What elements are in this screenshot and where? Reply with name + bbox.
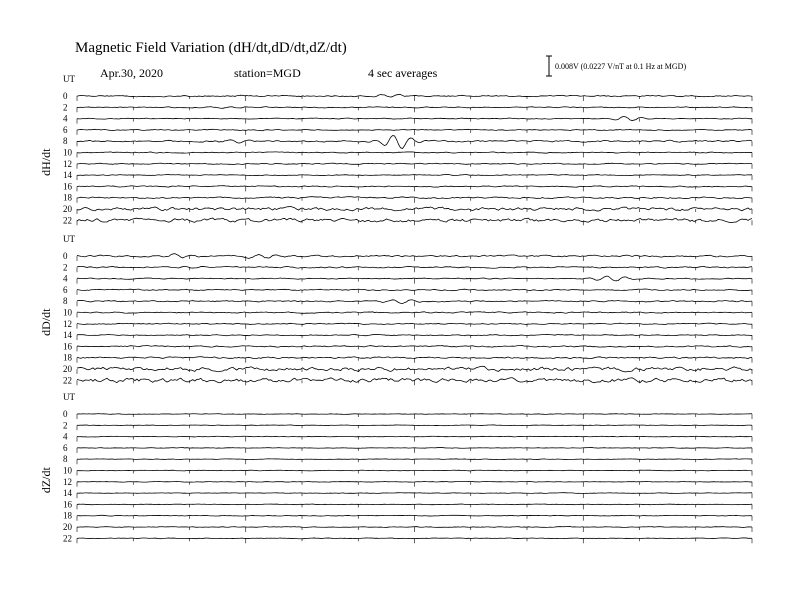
trace-row — [63, 136, 752, 149]
trace-row — [63, 274, 752, 284]
hour-label: 0 — [63, 409, 68, 419]
hour-label: 22 — [63, 375, 72, 386]
hour-label: 18 — [63, 192, 72, 203]
trace-line — [77, 504, 752, 505]
scale-bar — [546, 56, 686, 76]
trace-row — [63, 114, 752, 124]
trace-row — [63, 432, 752, 442]
trace-row — [63, 319, 752, 329]
trace-row — [63, 330, 752, 340]
hour-label: 2 — [63, 102, 68, 113]
date-label: Apr.30, 2020 — [100, 66, 163, 80]
panel-dz-dt — [39, 392, 752, 543]
trace-line — [77, 538, 752, 539]
hour-label: 14 — [63, 330, 72, 341]
hour-label: 10 — [63, 307, 72, 318]
hour-label: 10 — [63, 465, 72, 476]
hour-label: 18 — [63, 510, 72, 521]
hour-label: 6 — [63, 124, 68, 135]
hour-label: 22 — [63, 215, 72, 226]
hour-label: 12 — [63, 158, 72, 169]
trace-row — [63, 125, 752, 135]
trace-row — [63, 193, 752, 203]
panel-dh-dt — [39, 74, 752, 225]
hour-label: 0 — [63, 91, 68, 101]
trace-line — [77, 425, 752, 426]
trace-row — [63, 181, 752, 191]
trace-row — [63, 148, 752, 158]
trace-line — [77, 334, 752, 335]
hour-label: 12 — [63, 476, 72, 487]
hour-label: 4 — [63, 273, 68, 284]
trace-line — [77, 357, 752, 359]
averaging-label: 4 sec averages — [368, 66, 438, 80]
hour-label: 12 — [63, 318, 72, 329]
ut-label: UT — [63, 234, 75, 244]
trace-line — [77, 436, 752, 437]
trace-line — [77, 107, 752, 109]
trace-line — [77, 289, 752, 291]
hour-label: 20 — [63, 364, 72, 374]
trace-line — [77, 481, 752, 482]
hour-label: 14 — [63, 488, 72, 499]
hour-label: 2 — [63, 420, 68, 431]
trace-row — [63, 488, 752, 498]
trace-line — [77, 414, 752, 415]
figure-title: Magnetic Field Variation (dH/dt,dD/dt,dZ/dt) — [75, 40, 347, 56]
trace-line — [77, 470, 752, 471]
scale-bar-label: 0.008V (0.0227 V/nT at 0.1 Hz at MGD) — [555, 62, 687, 71]
trace-row — [63, 159, 752, 169]
trace-row — [63, 353, 752, 363]
hour-label: 16 — [63, 181, 72, 192]
hour-label: 6 — [63, 284, 68, 295]
hour-label: 14 — [63, 170, 72, 181]
hour-label: 22 — [63, 533, 72, 544]
trace-row — [63, 285, 752, 295]
trace-row — [63, 204, 752, 214]
hour-label: 18 — [63, 352, 72, 363]
trace-row — [63, 499, 752, 509]
component-label: dD/dt — [39, 308, 53, 336]
trace-row — [63, 420, 752, 430]
trace-row — [63, 364, 752, 374]
trace-row — [63, 251, 752, 261]
trace-line — [77, 186, 752, 187]
trace-row — [63, 443, 752, 453]
hour-label: 10 — [63, 147, 72, 158]
trace-row — [63, 511, 752, 521]
station-label: station=MGD — [234, 66, 301, 80]
trace-line — [77, 459, 752, 460]
trace-row — [63, 170, 752, 180]
trace-row — [63, 262, 752, 272]
hour-label: 4 — [63, 113, 68, 124]
trace-row — [63, 102, 752, 112]
trace-row — [63, 296, 752, 306]
hour-label: 8 — [63, 454, 68, 465]
trace-row — [63, 91, 752, 101]
hour-label: 8 — [63, 296, 68, 307]
hour-label: 16 — [63, 341, 72, 352]
component-label: dH/dt — [39, 148, 53, 176]
trace-row — [63, 375, 752, 385]
hour-label: 20 — [63, 204, 72, 214]
hour-label: 4 — [63, 431, 68, 442]
hour-label: 2 — [63, 262, 68, 273]
trace-row — [63, 477, 752, 487]
ut-label: UT — [63, 74, 75, 84]
hour-label: 16 — [63, 499, 72, 510]
trace-row — [63, 454, 752, 464]
hour-label: 0 — [63, 251, 68, 261]
trace-row — [63, 522, 752, 532]
trace-row — [63, 308, 752, 318]
trace-line — [77, 323, 752, 324]
trace-row — [63, 466, 752, 476]
trace-row — [63, 341, 752, 351]
hour-label: 8 — [63, 136, 68, 147]
trace-row — [63, 533, 752, 543]
trace-line — [77, 448, 752, 449]
panel-dd-dt — [39, 234, 752, 385]
hour-label: 20 — [63, 522, 72, 532]
panels — [39, 74, 752, 543]
component-label: dZ/dt — [39, 467, 53, 494]
trace-row — [63, 215, 752, 225]
trace-row — [63, 409, 752, 419]
hour-label: 6 — [63, 442, 68, 453]
ut-label: UT — [63, 392, 75, 402]
